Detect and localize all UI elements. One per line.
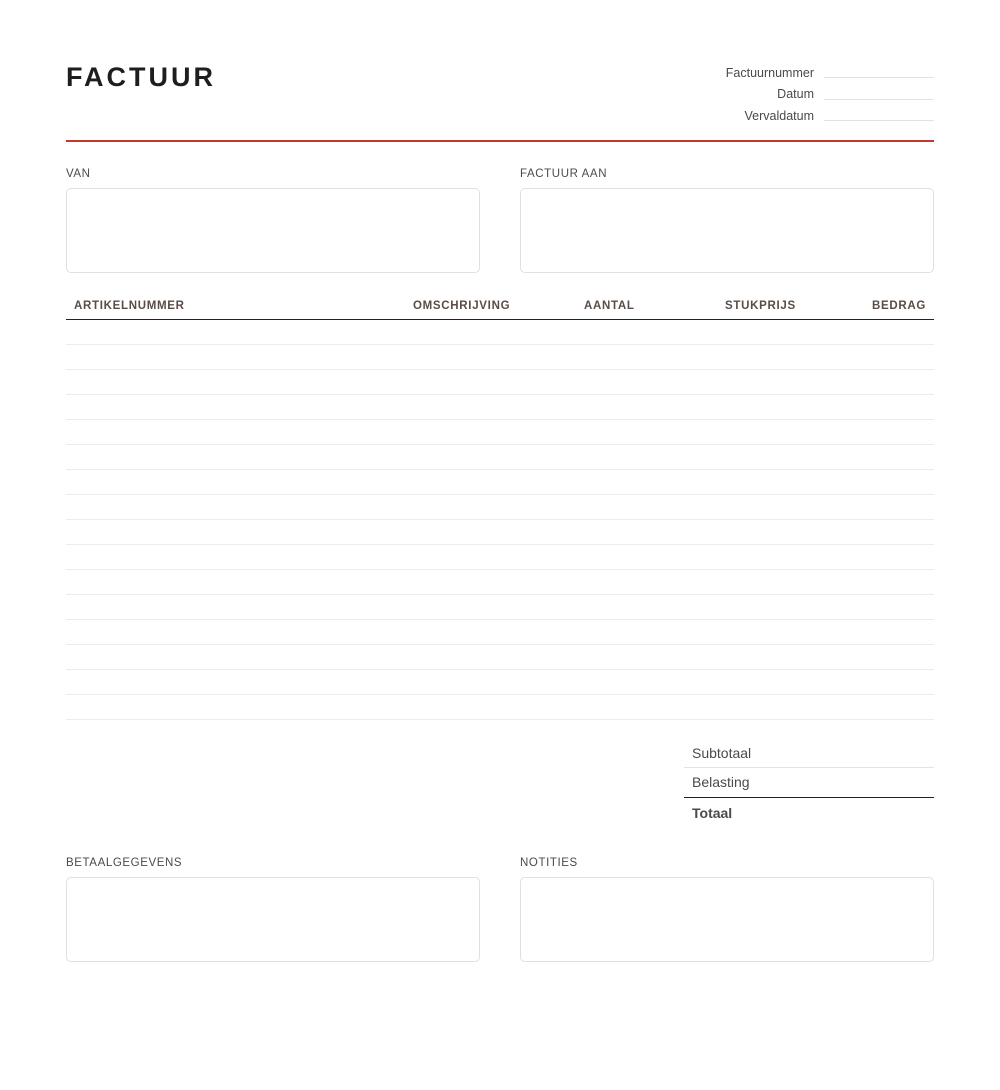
from-label: VAN: [66, 168, 91, 180]
total-row: [684, 800, 934, 828]
table-row[interactable]: [66, 495, 934, 520]
table-row[interactable]: [66, 570, 934, 595]
table-row[interactable]: [66, 645, 934, 670]
meta-row-due-date: [674, 105, 934, 127]
column-header-amount: BEDRAG: [871, 300, 926, 312]
totals-block: [684, 740, 934, 828]
notes-box[interactable]: [520, 877, 934, 962]
from-box[interactable]: [66, 188, 480, 273]
meta-label-due-date: Vervaldatum: [744, 108, 814, 123]
tax-label: Belasting: [692, 774, 750, 790]
table-row[interactable]: [66, 345, 934, 370]
subtotal-row: [684, 740, 934, 768]
column-header-item-number: ARTIKELNUMMER: [74, 300, 185, 312]
meta-row-date: [674, 84, 934, 106]
table-row[interactable]: [66, 320, 934, 345]
table-row[interactable]: [66, 520, 934, 545]
table-row[interactable]: [66, 670, 934, 695]
table-row[interactable]: [66, 420, 934, 445]
table-row[interactable]: [66, 370, 934, 395]
invoice-meta: [674, 62, 934, 127]
date-field[interactable]: [824, 99, 934, 100]
table-row[interactable]: [66, 695, 934, 720]
payment-details-box[interactable]: [66, 877, 480, 962]
meta-label-invoice-number: Factuurnummer: [725, 65, 814, 80]
table-row[interactable]: [66, 395, 934, 420]
items-table-body: [66, 320, 934, 720]
table-row[interactable]: [66, 470, 934, 495]
header-divider: [66, 140, 934, 142]
total-label: Totaal: [692, 805, 733, 821]
payment-details-label: BETAALGEGEVENS: [66, 857, 183, 869]
column-header-unit-price: STUKPRIJS: [725, 300, 796, 312]
table-row[interactable]: [66, 545, 934, 570]
bill-to-box[interactable]: [520, 188, 934, 273]
invoice-title: FACTUUR: [66, 62, 216, 92]
notes-label: NOTITIES: [520, 857, 578, 869]
meta-row-invoice-number: [674, 62, 934, 84]
subtotal-label: Subtotaal: [692, 745, 752, 761]
invoice-number-field[interactable]: [824, 77, 934, 78]
items-table-header: [66, 294, 934, 320]
tax-row: [684, 768, 934, 798]
table-row[interactable]: [66, 445, 934, 470]
column-header-quantity: AANTAL: [584, 300, 635, 312]
table-row[interactable]: [66, 620, 934, 645]
column-header-description: OMSCHRIJVING: [413, 300, 511, 312]
meta-label-date: Datum: [777, 87, 814, 102]
bill-to-label: FACTUUR AAN: [520, 168, 608, 180]
due-date-field[interactable]: [824, 120, 934, 121]
table-row[interactable]: [66, 595, 934, 620]
